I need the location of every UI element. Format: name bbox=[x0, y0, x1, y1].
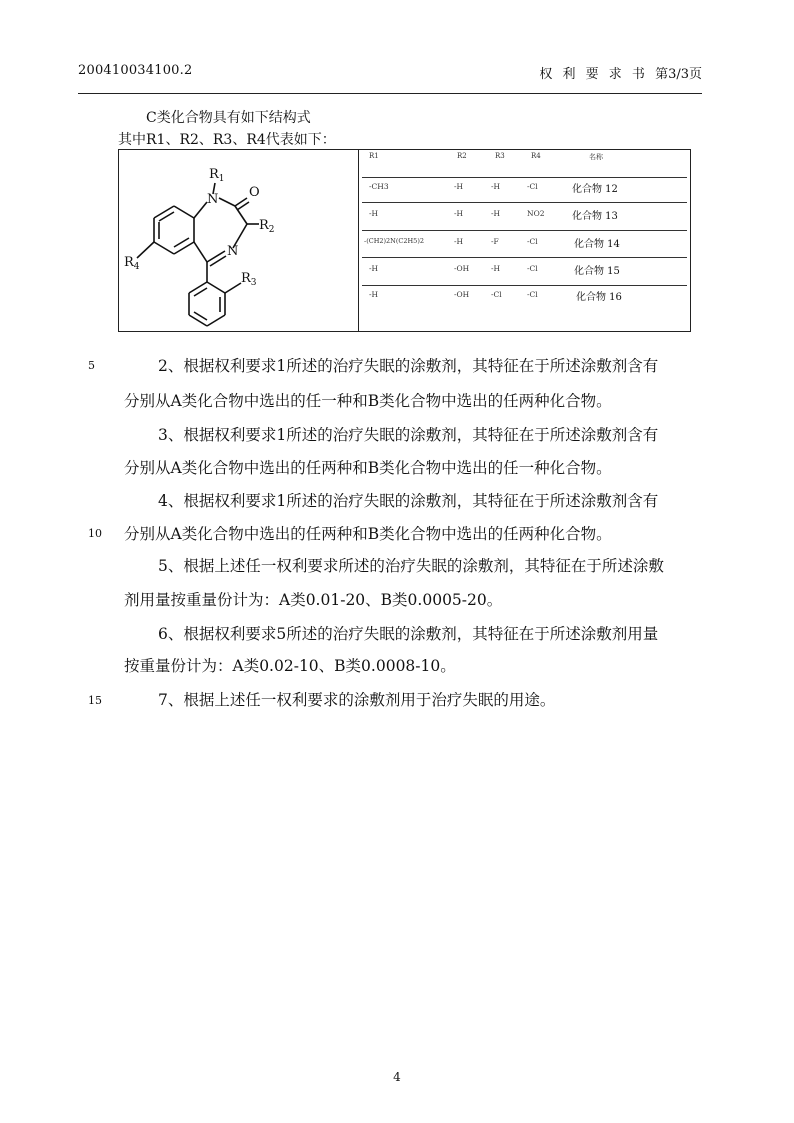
table-rule bbox=[362, 257, 687, 258]
table-cell-r3: -H bbox=[491, 264, 501, 273]
table-cell-name: 化合物 14 bbox=[574, 239, 620, 250]
table-cell-r3: -H bbox=[491, 182, 501, 191]
claim-6-line-2: 按重量份计为：A类0.02-10、B类0.0008-10。 bbox=[124, 657, 456, 675]
table-cell-r4: NO2 bbox=[527, 209, 545, 218]
r4-label: $R_4$ bbox=[124, 255, 140, 272]
claim-3-line-1: 3、根据权利要求1所述的治疗失眠的涂敷剂，其特征在于所述涂敷剂含有 bbox=[158, 426, 659, 444]
claim-6-line-1: 6、根据权利要求5所述的治疗失眠的涂敷剂，其特征在于所述涂敷剂用量 bbox=[158, 625, 659, 643]
page-info: 第3/3页 bbox=[655, 67, 702, 82]
claim-7-line-1: 7、根据上述任一权利要求的涂敷剂用于治疗失眠的用途。 bbox=[158, 691, 556, 709]
intro-line-2: 其中R1、R2、R3、R4代表如下： bbox=[118, 132, 336, 148]
table-rule bbox=[362, 202, 687, 203]
table-header-r3: R3 bbox=[495, 152, 505, 160]
table-cell-r1: -(CH2)2N(C2H5)2 bbox=[364, 237, 424, 245]
chemical-structure bbox=[121, 158, 355, 330]
n2-label: N bbox=[227, 244, 239, 259]
line-number: 10 bbox=[88, 527, 102, 540]
header-section-info bbox=[539, 63, 702, 82]
table-cell-r2: -OH bbox=[454, 264, 470, 273]
table-cell-name: 化合物 15 bbox=[574, 266, 620, 277]
table-cell-r1: -H bbox=[369, 290, 379, 299]
table-cell-r4: -Cl bbox=[527, 264, 538, 273]
claim-4-line-2: 分别从A类化合物中选出的任两种和B类化合物中选出的任两种化合物。 bbox=[124, 525, 612, 543]
table-cell-r1: -H bbox=[369, 209, 379, 218]
table-cell-r2: -H bbox=[454, 182, 464, 191]
table-header-name: 名称 bbox=[589, 153, 603, 161]
table-cell-r4: -Cl bbox=[527, 237, 538, 246]
table-cell-r3: -Cl bbox=[491, 290, 502, 299]
header-rule bbox=[78, 93, 702, 94]
table-cell-r2: -H bbox=[454, 237, 464, 246]
table-cell-r3: -F bbox=[491, 237, 499, 246]
claim-2-line-2: 分别从A类化合物中选出的任一种和B类化合物中选出的任两种化合物。 bbox=[124, 392, 612, 410]
claim-4-line-1: 4、根据权利要求1所述的治疗失眠的涂敷剂，其特征在于所述涂敷剂含有 bbox=[158, 492, 659, 510]
table-rule bbox=[362, 177, 687, 178]
line-number: 5 bbox=[88, 359, 95, 372]
oxygen-label: O bbox=[249, 185, 260, 200]
page-number: 4 bbox=[393, 1070, 401, 1084]
claim-2-line-1: 2、根据权利要求1所述的治疗失眠的涂敷剂，其特征在于所述涂敷剂含有 bbox=[158, 357, 659, 375]
r3-label: $R_3$ bbox=[241, 271, 257, 288]
table-cell-r2: -H bbox=[454, 209, 464, 218]
section-title: 权 利 要 求 书 bbox=[539, 67, 645, 82]
table-cell-r4: -Cl bbox=[527, 290, 538, 299]
table-rule bbox=[362, 285, 687, 286]
table-header-r4: R4 bbox=[531, 152, 541, 160]
r1-label: $R_1$ bbox=[209, 167, 225, 184]
table-rule bbox=[362, 230, 687, 231]
table-cell-r2: -OH bbox=[454, 290, 470, 299]
claim-3-line-2: 分别从A类化合物中选出的任两种和B类化合物中选出的任一种化合物。 bbox=[124, 459, 612, 477]
table-cell-name: 化合物 16 bbox=[576, 292, 622, 303]
table-cell-r1: -H bbox=[369, 264, 379, 273]
table-cell-r1: -CH3 bbox=[369, 182, 389, 191]
table-cell-name: 化合物 12 bbox=[572, 184, 618, 195]
intro-line-1: C类化合物具有如下结构式 bbox=[146, 110, 311, 126]
r2-label: $R_2$ bbox=[259, 218, 275, 235]
table-cell-name: 化合物 13 bbox=[572, 211, 618, 222]
document-number: 200410034100.2 bbox=[78, 63, 193, 78]
figure-divider bbox=[358, 150, 359, 331]
claim-5-line-1: 5、根据上述任一权利要求所述的治疗失眠的涂敷剂，其特征在于所述涂敷 bbox=[158, 557, 664, 575]
line-number: 15 bbox=[88, 694, 102, 707]
table-cell-r3: -H bbox=[491, 209, 501, 218]
table-cell-r4: -Cl bbox=[527, 182, 538, 191]
n1-label: N bbox=[207, 192, 219, 207]
claim-5-line-2: 剂用量按重量份计为：A类0.01-20、B类0.0005-20。 bbox=[124, 591, 503, 609]
structure-figure bbox=[118, 149, 691, 332]
table-header-r2: R2 bbox=[457, 152, 467, 160]
table-header-r1: R1 bbox=[369, 152, 379, 160]
